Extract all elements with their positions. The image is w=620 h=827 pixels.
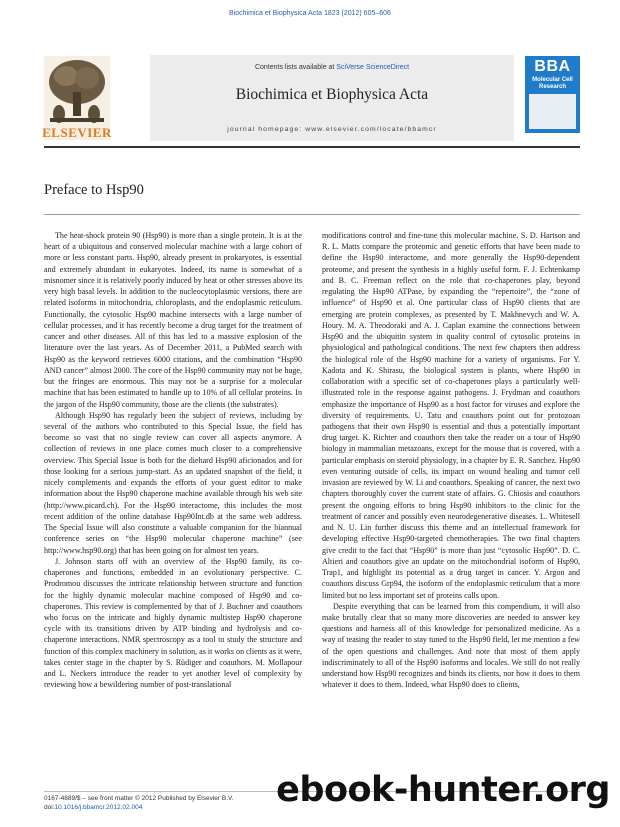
right-text-column — [322, 230, 580, 691]
watermark: ebook-hunter.org — [276, 770, 610, 810]
cover-image-panel — [529, 94, 576, 129]
journal-homepage-link[interactable]: journal homepage: www.elsevier.com/locate/bbamcr — [227, 126, 437, 133]
body-paragraph: Despite everything that can be learned from this compendium, it will also make brutally clear that so many more discoveries are needed to answer key questions and harness all of this knowledge for personalized medicine. As a way of teasing the reader to stay tuned to the Hsp90 field, let me mention a few of the open questions and challenges. And note that most of them apply indiscriminately to all of the Hsp90 isoforms and locales. We still do not really understand how Hsp90 recognizes and binds its clients, nor how it does to them whatever it does to them. Indeed, what Hsp90 does to clients, — [322, 601, 580, 690]
left-text-column — [44, 230, 302, 691]
body-paragraph: modifications control and fine-tune this molecular machine. S. D. Hartson and R. L. Matts compare the proteomic and genetic efforts that have been made to define the Hsp90 interactome, and more generally the Hsp90-dependent proteome, and present the synthesis in a highly useful form. F. J. Echtenkamp and B. C. Freeman reflect on the role that co-chaperones play, beyond regulating the Hsp90 ATPase, by expanding the “repertoire”, the “zone of influence” of Hsp90 et al. One particular class of Hsp90 clients that are emerging are protein complexes, as presented by T. Makhnevych and W. A. Houry. M. A. Theodoraki and A. J. Caplan examine the connections between Hsp90 and the ubiquitin system in quality control of cytosolic proteins in physiological and pathological conditions. The next few chapters then address the biological role of the Hsp90 machine for a variety of organisms. For Y. Kadota and K. Shirasu, the biological system is plants, where Hsp90 in collaboration with a specific set of co-chaperones plays a particularly well-illustrated role in the response against pathogens. J. Frydman and coauthors emphasize the importance of Hsp90 as a host factor for viruses and explore the diversity of requirements. U. Tatu and coauthors point out for protozoan pathogens that their own Hsp90 is essential and thus a potentially important drug target. K. Richter and coauthors then take the reader on a tour of Hsp90 biology in mammalian metazoans, except for the mouse that is covered, with a particular emphasis on steroid physiology, in a chapter by E. R. Sanchez. Hsp90 even venturing outside of cells, its impact on wound healing and tumor cell invasion are reviewed by W. Li and coauthors. Speaking of cancer, the next two chapters thoroughly cover the current state of affairs. G. Chiosis and coauthors present the ongoing efforts to bring Hsp90 inhibitors to the clinic for the treatment of cancer and possibly even neurodegenerative diseases. L. Whitesell and N. U. Lin further discuss this theme and an intellectual framework for developing effective Hsp90-targeted chemotherapies. The two final chapters give credit to the fact that “Hsp90” is more than just “cytosolic Hsp90”. D. C. Altieri and coauthors give an update on the mitochondrial isoform of Hsp90, Trap1, and highlight its potential as a drug target in cancer. Y. Argon and coauthors discuss Grp94, the isoform of the endoplasmic reticulum that a more limited but no less important set of proteins calls upon. — [322, 231, 580, 600]
footer-issn: 0167-4889/$ – see front matter © 2012 Published by Elsevier B.V. — [44, 795, 234, 802]
journal-cover-thumbnail[interactable] — [525, 56, 580, 133]
journal-name: Biochimica et Biophysica Acta — [235, 86, 429, 103]
contents-prefix: Contents lists available at — [254, 64, 337, 71]
journal-citation[interactable]: Biochimica et Biophysica Acta 1823 (2012) 605–606 — [229, 10, 391, 17]
elsevier-wordmark: ELSEVIER — [42, 125, 112, 140]
body-paragraph: The heat-shock protein 90 (Hsp90) is more than a single protein. It is at the heart of a ubiquitous and conserved molecular machine with a large cohort of more or less constant parts. Hsp90, already present in prokaryotes, is essential and extremely abundant in eukaryotes. Indeed, its name is somewhat of a misnomer since it is relatively poorly induced by heat or other stresses above its very high basal levels. In addition to the nucleocytoplasmic versions, there are related isoforms in mitochondria, chloroplasts, and the endoplasmic reticulum. Functionally, the cytosolic Hsp90 machine intersects with a large number of cellular processes, and it has recently become a drug target for the treatment of cancer and other diseases. All of this has led to a massive explosion of the literature over the last years. As of December 2011, a PubMed search with Hsp90 as the keyword retrieves 6000 citations, and the combination “Hsp90 AND cancer” almost 2000. The core of the Hsp90 community may not be huge, but the fringes are enormous. This may not be a surprise for a molecular machine that has been estimated to handle up to 10% of all cellular proteins. In the jargon of the Hsp90 community, those are the clients (the substrates). — [44, 231, 302, 409]
body-paragraph: J. Johnson starts off with an overview of the Hsp90 family, its co-chaperones and functions, embedded in an evolutionary perspective. C. Prodromou discusses the intricate relationship between structure and function for the highly dynamic molecular machine composed of Hsp90 and co-chaperones. This review is complemented by that of J. Buchner and coauthors who focus on the intricate and highly dynamic multistep Hsp90 chaperone cycle with its transitions driven by ATP binding and hydrolysis and co-chaperone interactions. NMR spectroscopy as a tool to study the structure and function of this complex machinery in solution, as it works on clients as it were, takes center stage in the chapter by S. Rüdiger and coauthors. M. Mollapour and L. Neckers introduce the reader to yet another level of complexity by reviewing how a bewildering number of post-translational — [44, 556, 302, 690]
doi-prefix: doi: — [44, 804, 55, 811]
contents-available-line — [150, 64, 514, 71]
body-paragraph: Although Hsp90 has regularly been the subject of reviews, including by several of the authors who contributed to this Special Issue, the field has become so vast that no single review can cover all aspects anymore. A collection of reviews in one place comes much closer to a comprehensive overview. This Special Issue is both for the diehard Hsp90 aficionados and for those looking for a serious jump-start. As an updated snapshot of the field, it nicely complements and expands the efforts of your guest editor to make information about the Hsp90 chaperone machine available through his web site (http://www.picard.ch). For the Hsp90 interactome, this includes the most recent addition of the online database Hsp90Int.db at the same web address. The Special Issue will also constitute a valuable companion for the biannual conference series on “the Hsp90 molecular chaperone machine” (see http://www.hsp90.org) that has been going on for almost ten years. — [44, 410, 302, 555]
header-divider — [44, 146, 580, 148]
doi-link[interactable]: 10.1016/j.bbamcr.2012.02.004 — [54, 804, 143, 811]
cover-subtitle: Molecular Cell Research — [532, 77, 573, 90]
title-divider — [44, 214, 580, 215]
sciencedirect-link[interactable]: SciVerse ScienceDirect — [336, 64, 410, 71]
article-title: Preface to Hsp90 — [44, 182, 144, 198]
cover-title: BBA — [534, 58, 571, 75]
